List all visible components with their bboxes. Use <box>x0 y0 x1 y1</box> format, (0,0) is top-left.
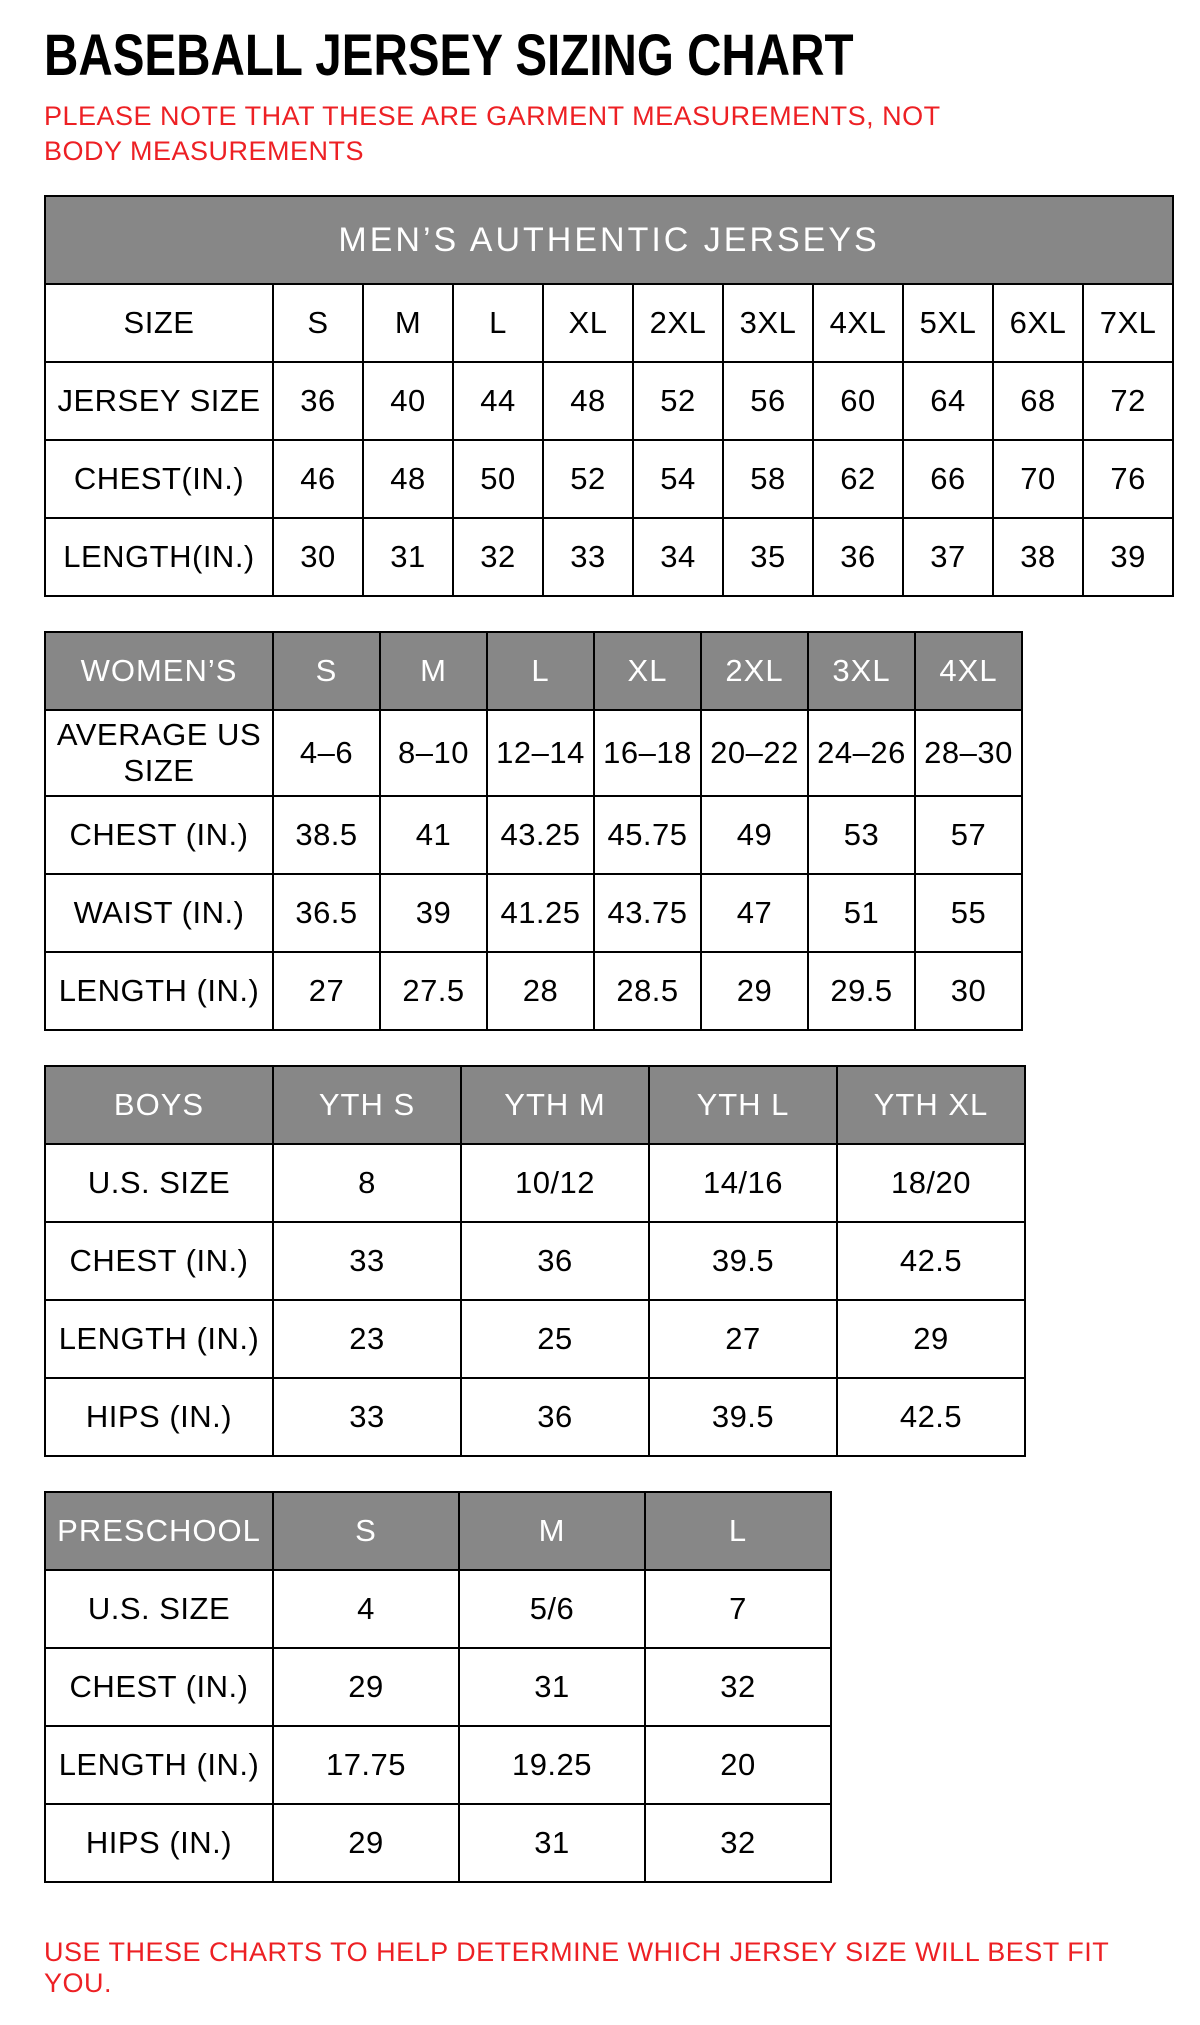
column-header: XL <box>594 632 701 710</box>
size-value: 5/6 <box>459 1570 645 1648</box>
footer-note: USE THESE CHARTS TO HELP DETERMINE WHICH JERSEY SIZE WILL BEST FIT YOU. <box>44 1937 1109 1999</box>
table-row <box>45 710 1022 796</box>
table-row <box>45 1570 831 1648</box>
size-value: 27 <box>273 952 380 1030</box>
column-header: 4XL <box>915 632 1022 710</box>
row-group-label: BOYS <box>45 1066 273 1144</box>
size-value: 29 <box>273 1804 459 1882</box>
size-value: 39 <box>380 874 487 952</box>
column-header: L <box>487 632 594 710</box>
size-value: 37 <box>903 518 993 596</box>
size-value: 32 <box>453 518 543 596</box>
size-value: 49 <box>701 796 808 874</box>
column-header: YTH S <box>273 1066 461 1144</box>
size-value: 38.5 <box>273 796 380 874</box>
size-value: 30 <box>273 518 363 596</box>
size-value: 8 <box>273 1144 461 1222</box>
size-value: 36 <box>273 362 363 440</box>
size-value: 46 <box>273 440 363 518</box>
row-label: LENGTH (IN.) <box>45 1726 273 1804</box>
size-value: 53 <box>808 796 915 874</box>
size-value: 33 <box>273 1222 461 1300</box>
size-value: 48 <box>363 440 453 518</box>
size-value: 39 <box>1083 518 1173 596</box>
size-value: 16–18 <box>594 710 701 796</box>
size-value: 43.75 <box>594 874 701 952</box>
table-title-row <box>45 196 1173 284</box>
mens-table-title: MEN’S AUTHENTIC JERSEYS <box>45 196 1173 284</box>
size-value: 34 <box>633 518 723 596</box>
size-value: 29 <box>273 1648 459 1726</box>
size-value: 31 <box>459 1648 645 1726</box>
size-value: 33 <box>543 518 633 596</box>
table-row <box>45 1222 1025 1300</box>
preschool-jerseys-table-section <box>44 1491 1170 1883</box>
row-label: CHEST (IN.) <box>45 1222 273 1300</box>
size-value: 70 <box>993 440 1083 518</box>
size-value: 48 <box>543 362 633 440</box>
size-value: 60 <box>813 362 903 440</box>
size-value: 47 <box>701 874 808 952</box>
size-value: 28–30 <box>915 710 1022 796</box>
row-label: LENGTH(IN.) <box>45 518 273 596</box>
column-header-row <box>45 632 1022 710</box>
size-value: 10/12 <box>461 1144 649 1222</box>
size-value: 51 <box>808 874 915 952</box>
column-header: S <box>273 284 363 362</box>
row-label: AVERAGE US SIZE <box>45 710 273 796</box>
size-value: 29 <box>701 952 808 1030</box>
row-label: LENGTH (IN.) <box>45 952 273 1030</box>
size-value: 76 <box>1083 440 1173 518</box>
size-value: 42.5 <box>837 1222 1025 1300</box>
table-row <box>45 518 1173 596</box>
row-label: CHEST (IN.) <box>45 1648 273 1726</box>
size-value: 14/16 <box>649 1144 837 1222</box>
column-header-row <box>45 1492 831 1570</box>
column-header: S <box>273 1492 459 1570</box>
size-value: 40 <box>363 362 453 440</box>
size-value: 55 <box>915 874 1022 952</box>
size-value: 41.25 <box>487 874 594 952</box>
boys-jerseys-table-section <box>44 1065 1170 1457</box>
column-header: YTH M <box>461 1066 649 1144</box>
size-value: 30 <box>915 952 1022 1030</box>
size-value: 58 <box>723 440 813 518</box>
table-row <box>45 1804 831 1882</box>
column-header: 5XL <box>903 284 993 362</box>
size-value: 8–10 <box>380 710 487 796</box>
table-row <box>45 1378 1025 1456</box>
column-header: 7XL <box>1083 284 1173 362</box>
size-value: 20 <box>645 1726 831 1804</box>
size-value: 52 <box>543 440 633 518</box>
table-row <box>45 1300 1025 1378</box>
size-value: 36.5 <box>273 874 380 952</box>
size-value: 62 <box>813 440 903 518</box>
column-header: YTH L <box>649 1066 837 1144</box>
boys-sizing-table <box>44 1065 1026 1457</box>
size-value: 23 <box>273 1300 461 1378</box>
table-row <box>45 952 1022 1030</box>
column-header: 3XL <box>808 632 915 710</box>
size-value: 43.25 <box>487 796 594 874</box>
size-value: 27 <box>649 1300 837 1378</box>
size-value: 32 <box>645 1804 831 1882</box>
row-label: HIPS (IN.) <box>45 1804 273 1882</box>
row-label: JERSEY SIZE <box>45 362 273 440</box>
column-header: M <box>459 1492 645 1570</box>
column-header-row <box>45 284 1173 362</box>
size-value: 18/20 <box>837 1144 1025 1222</box>
size-value: 7 <box>645 1570 831 1648</box>
size-value: 57 <box>915 796 1022 874</box>
size-value: 12–14 <box>487 710 594 796</box>
size-value: 45.75 <box>594 796 701 874</box>
womens-jerseys-table-section <box>44 631 1170 1031</box>
size-value: 54 <box>633 440 723 518</box>
size-value: 4 <box>273 1570 459 1648</box>
column-header: 4XL <box>813 284 903 362</box>
size-value: 38 <box>993 518 1083 596</box>
size-value: 19.25 <box>459 1726 645 1804</box>
size-value: 41 <box>380 796 487 874</box>
row-label: CHEST(IN.) <box>45 440 273 518</box>
size-value: 39.5 <box>649 1378 837 1456</box>
column-header: S <box>273 632 380 710</box>
row-label: CHEST (IN.) <box>45 796 273 874</box>
size-value: 68 <box>993 362 1083 440</box>
row-label: HIPS (IN.) <box>45 1378 273 1456</box>
size-value: 29 <box>837 1300 1025 1378</box>
size-value: 66 <box>903 440 993 518</box>
row-group-label: SIZE <box>45 284 273 362</box>
size-value: 25 <box>461 1300 649 1378</box>
column-header: 3XL <box>723 284 813 362</box>
table-row <box>45 1144 1025 1222</box>
size-value: 72 <box>1083 362 1173 440</box>
row-label: U.S. SIZE <box>45 1144 273 1222</box>
size-value: 24–26 <box>808 710 915 796</box>
size-value: 20–22 <box>701 710 808 796</box>
table-row <box>45 1726 831 1804</box>
size-value: 52 <box>633 362 723 440</box>
column-header: M <box>363 284 453 362</box>
size-value: 28 <box>487 952 594 1030</box>
column-header: 6XL <box>993 284 1083 362</box>
size-value: 39.5 <box>649 1222 837 1300</box>
size-value: 64 <box>903 362 993 440</box>
size-value: 42.5 <box>837 1378 1025 1456</box>
table-row <box>45 874 1022 952</box>
size-value: 36 <box>461 1378 649 1456</box>
size-value: 31 <box>363 518 453 596</box>
column-header: L <box>453 284 543 362</box>
column-header-row <box>45 1066 1025 1144</box>
size-value: 29.5 <box>808 952 915 1030</box>
size-value: 50 <box>453 440 543 518</box>
size-value: 28.5 <box>594 952 701 1030</box>
row-group-label: PRESCHOOL <box>45 1492 273 1570</box>
page-title: BASEBALL JERSEY SIZING CHART <box>44 23 854 88</box>
column-header: YTH XL <box>837 1066 1025 1144</box>
column-header: L <box>645 1492 831 1570</box>
size-value: 36 <box>813 518 903 596</box>
table-row <box>45 796 1022 874</box>
table-row <box>45 362 1173 440</box>
size-value: 27.5 <box>380 952 487 1030</box>
row-label: U.S. SIZE <box>45 1570 273 1648</box>
size-value: 17.75 <box>273 1726 459 1804</box>
size-value: 33 <box>273 1378 461 1456</box>
row-group-label: WOMEN’S <box>45 632 273 710</box>
womens-sizing-table <box>44 631 1023 1031</box>
column-header: M <box>380 632 487 710</box>
measurement-note: PLEASE NOTE THAT THESE ARE GARMENT MEASUREMENTS, NOT BODY MEASUREMENTS <box>44 100 941 166</box>
column-header: 2XL <box>701 632 808 710</box>
size-value: 35 <box>723 518 813 596</box>
size-value: 31 <box>459 1804 645 1882</box>
preschool-sizing-table <box>44 1491 832 1883</box>
mens-sizing-table <box>44 195 1174 597</box>
size-value: 32 <box>645 1648 831 1726</box>
column-header: 2XL <box>633 284 723 362</box>
column-header: XL <box>543 284 633 362</box>
row-label: WAIST (IN.) <box>45 874 273 952</box>
size-value: 56 <box>723 362 813 440</box>
mens-jerseys-table-section <box>44 195 1170 597</box>
size-value: 36 <box>461 1222 649 1300</box>
size-value: 4–6 <box>273 710 380 796</box>
row-label: LENGTH (IN.) <box>45 1300 273 1378</box>
size-value: 44 <box>453 362 543 440</box>
table-row <box>45 440 1173 518</box>
table-row <box>45 1648 831 1726</box>
